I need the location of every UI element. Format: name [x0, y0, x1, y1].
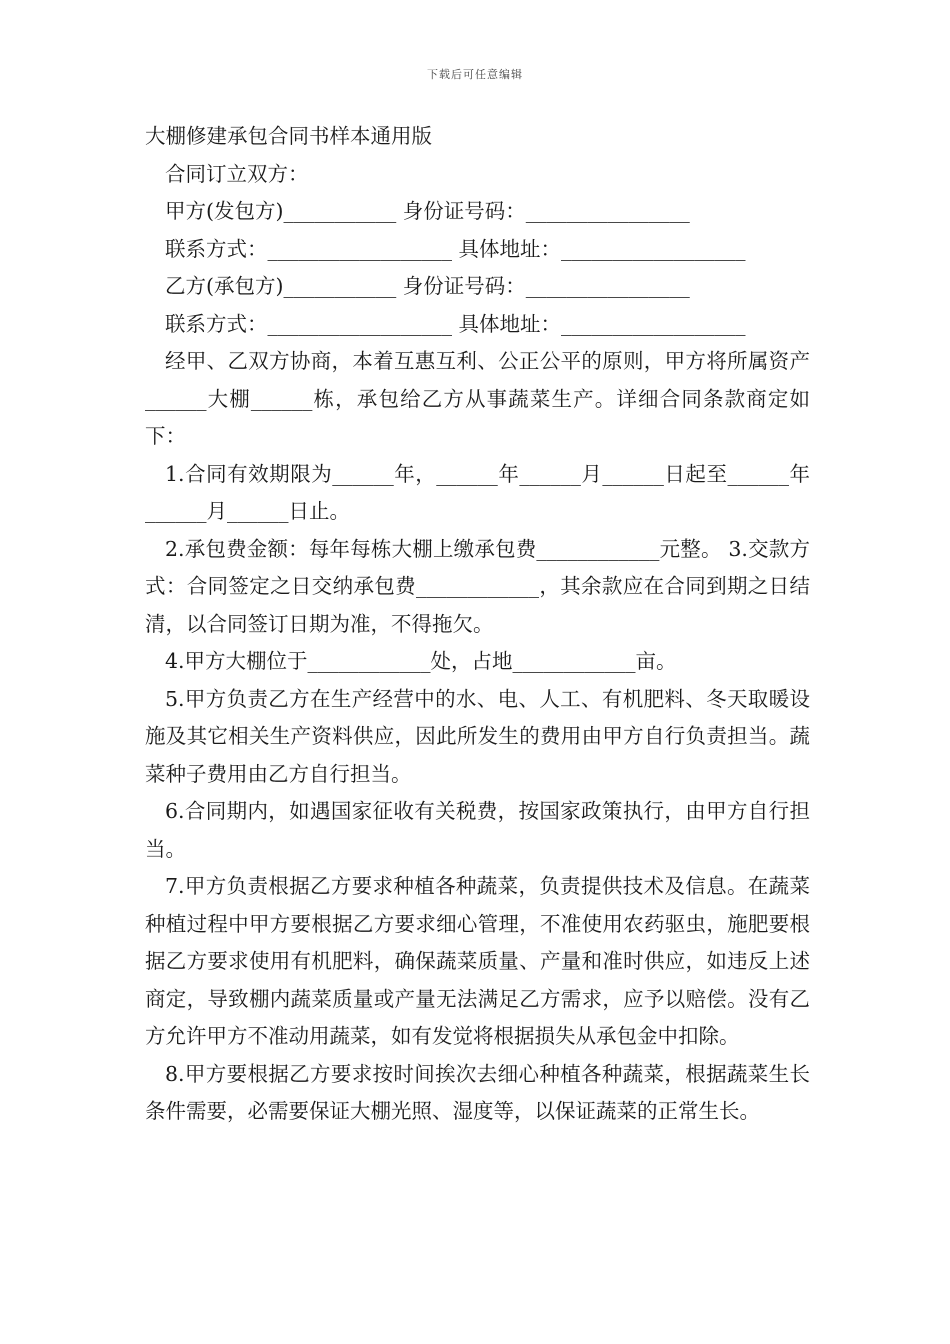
- clause-6: 6.合同期内，如遇国家征收有关税费，按国家政策执行，由甲方自行担当。: [145, 799, 810, 861]
- clause-2-3: 2.承包费金额：每年每栋大棚上缴承包费____________元整。 3.交款方式：合同签定之日交纳承包费____________，其余款应在合同到期之日结清，以合同签订日期为准，不得拖欠。: [145, 536, 810, 636]
- party-b-line: 乙方(承包方)___________ 身份证号码：________________: [165, 274, 690, 298]
- clause-7: 7.甲方负责根据乙方要求种植各种蔬菜，负责提供技术及信息。在蔬菜种植过程中甲方要根据乙方要求细心管理，不准使用农药驱虫，施肥要根据乙方要求使用有机肥料，确保蔬菜质量、产量和准时供应，如违反上述商定，导致棚内蔬菜质量或产量无法满足乙方需求，应予以赔偿。没有乙方允许甲方不准动用蔬菜，如有发觉将根据损失从承包金中扣除。: [145, 874, 810, 1048]
- document-title: 大棚修建承包合同书样本通用版: [145, 124, 432, 148]
- clause-8: 8.甲方要根据乙方要求按时间挨次去细心种植各种蔬菜，根据蔬菜生长条件需要，必需要保证大棚光照、湿度等，以保证蔬菜的正常生长。: [145, 1061, 810, 1123]
- party-b-contact: 联系方式：__________________ 具体地址：__________________: [165, 311, 746, 336]
- clause-1: 1.合同有效期限为______年，______年______月______日起至______年______月______日止。: [145, 461, 810, 523]
- clause-4: 4.甲方大棚位于____________处，占地____________亩。: [165, 649, 677, 673]
- parties-heading: 合同订立双方：: [165, 161, 309, 186]
- intro-paragraph: 经甲、乙双方协商，本着互惠互利、公正公平的原则，甲方将所属资产______大棚______栋，承包给乙方从事蔬菜生产。详细合同条款商定如下：: [145, 349, 810, 448]
- party-a-line: 甲方(发包方)___________ 身份证号码：________________: [165, 199, 690, 223]
- party-a-contact: 联系方式：__________________ 具体地址：__________________: [165, 236, 746, 261]
- clause-5: 5.甲方负责乙方在生产经营中的水、电、人工、有机肥料、冬天取暖设施及其它相关生产资料供应，因此所发生的费用由甲方自行负责担当。蔬菜种子费用由乙方自行担当。: [145, 686, 810, 786]
- document-body: [145, 118, 810, 1131]
- header-note: 下载后可任意编辑: [427, 68, 523, 81]
